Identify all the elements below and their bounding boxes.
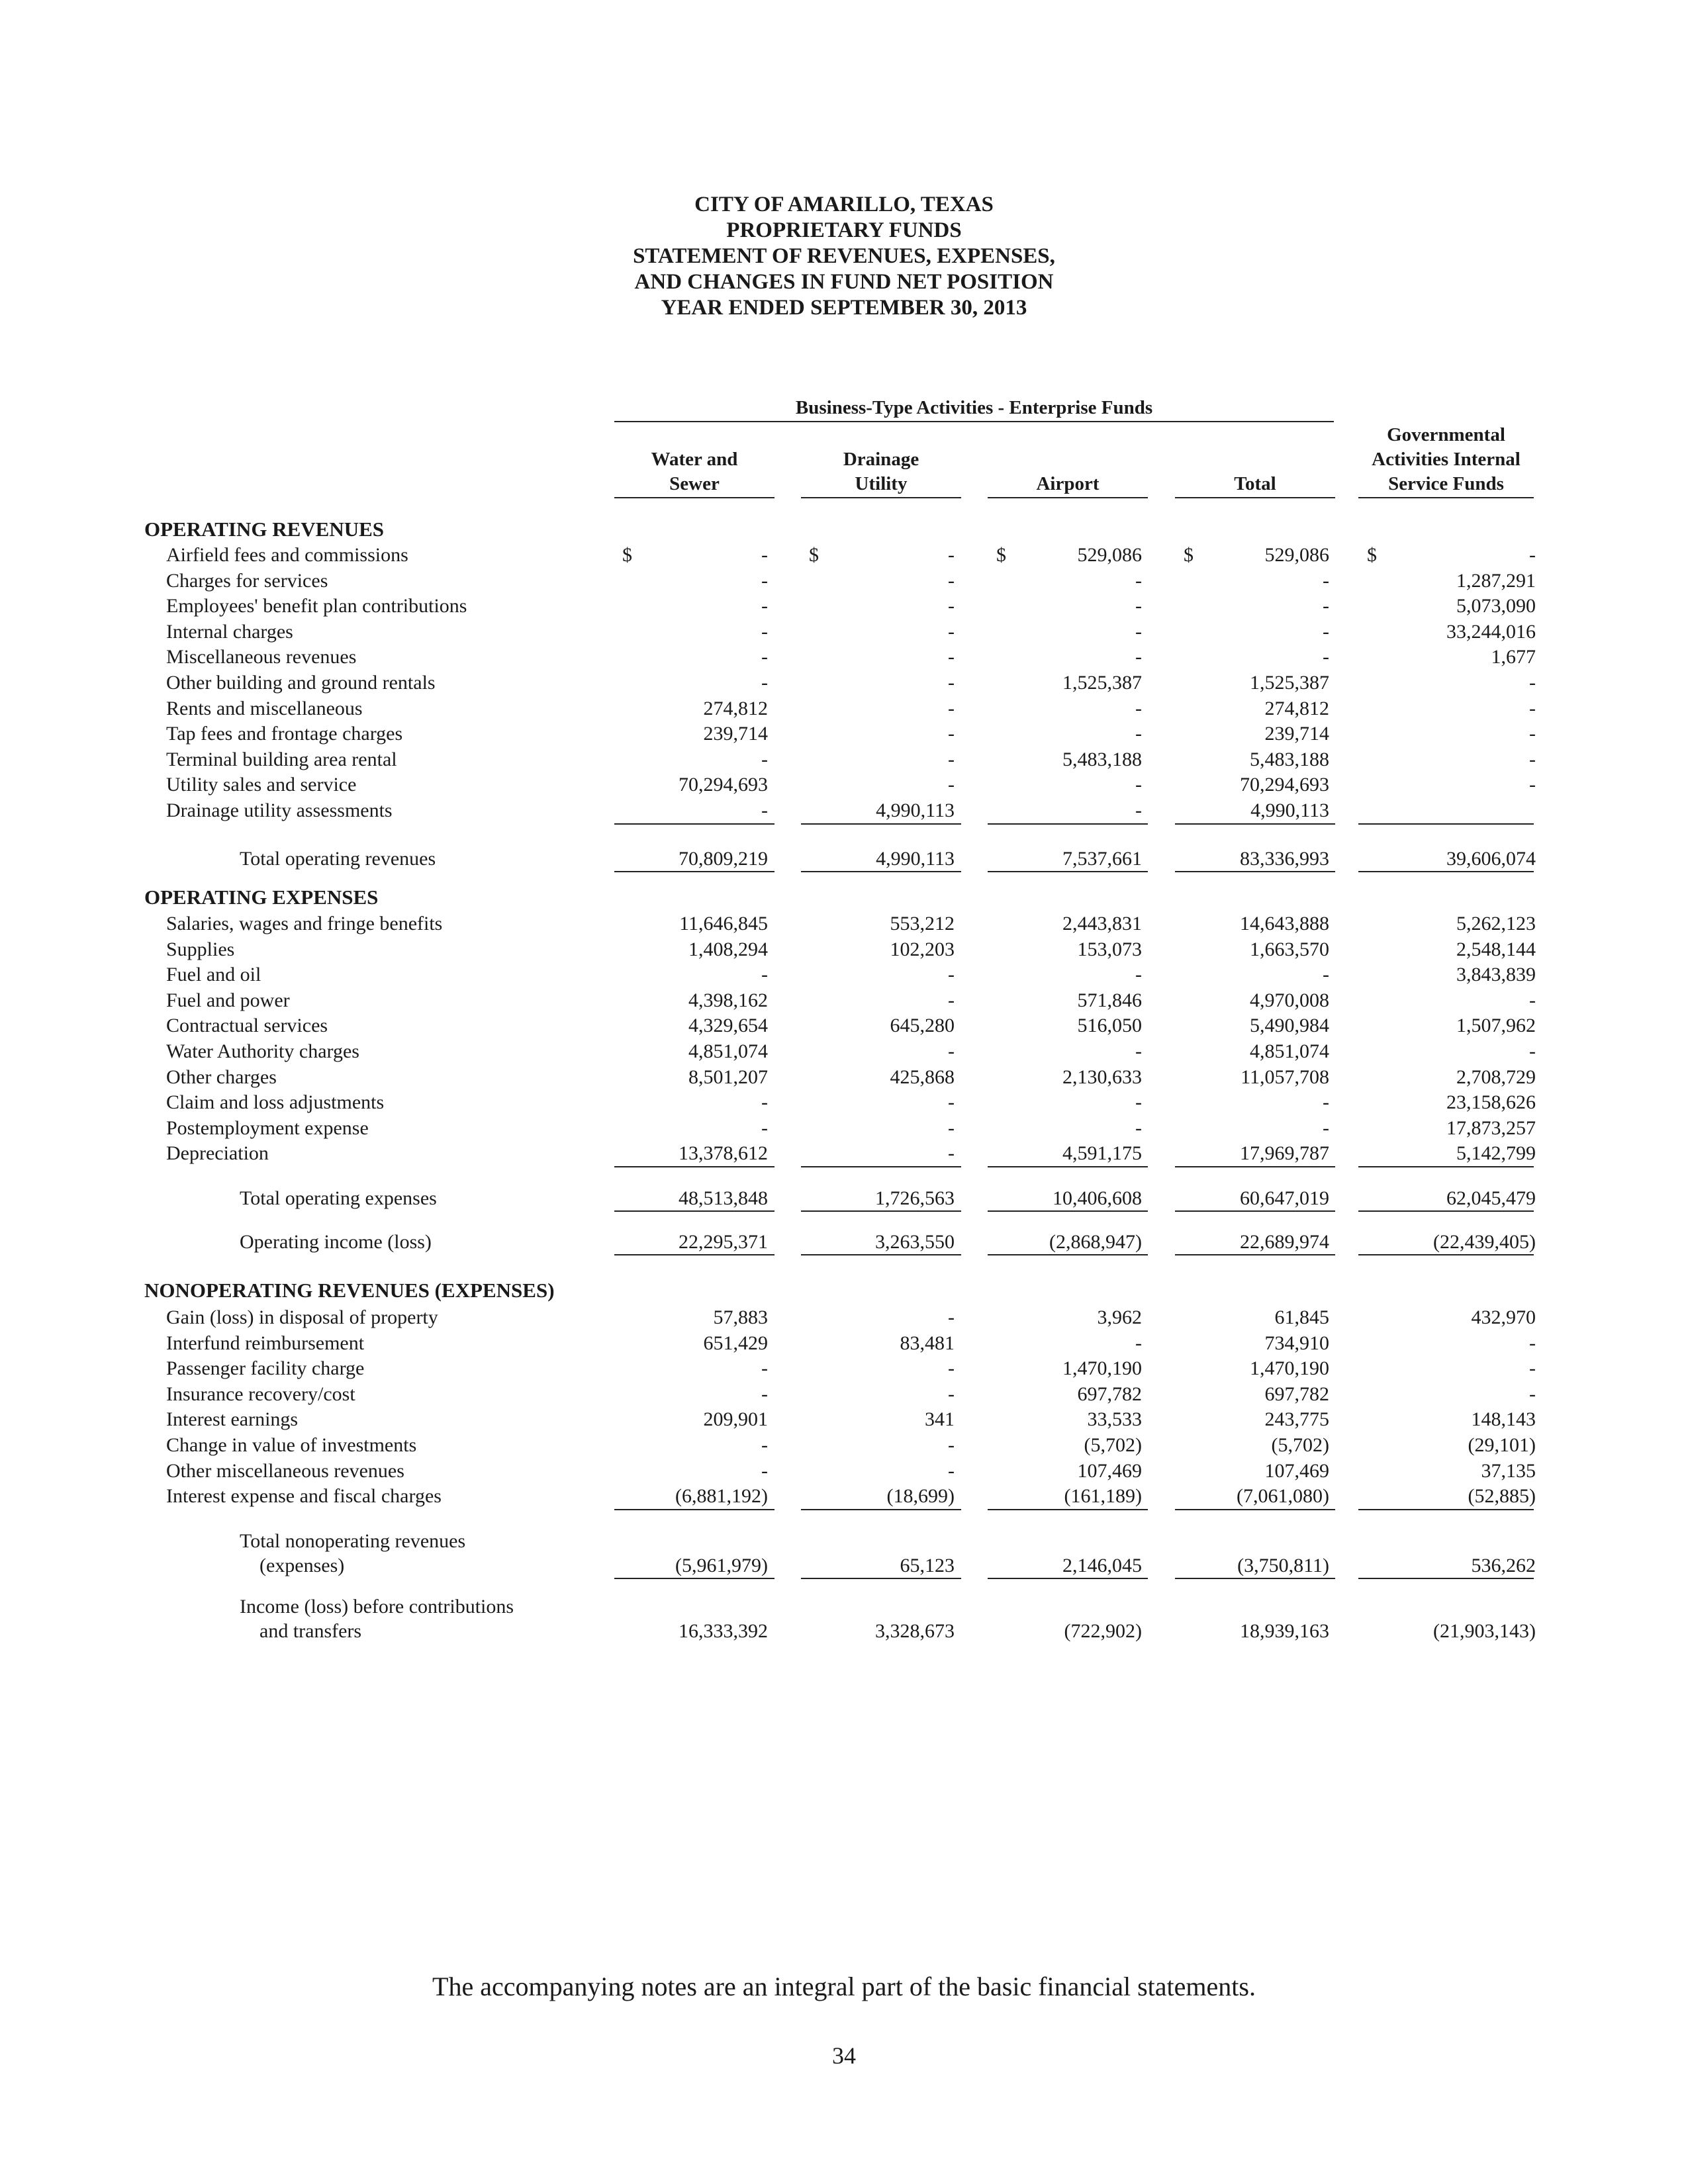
currency-symbol: $ — [996, 544, 1006, 566]
line-item-label: Miscellaneous revenues — [166, 646, 357, 668]
total-underline — [1175, 1210, 1335, 1212]
title-line-fund-type: PROPRIETARY FUNDS — [726, 218, 962, 242]
line-item-value: - — [1323, 646, 1329, 668]
line-item-value: - — [1529, 544, 1536, 566]
total-underline — [1358, 1210, 1534, 1212]
line-item-value: - — [1135, 799, 1142, 821]
total-underline — [614, 1578, 774, 1579]
line-item-value: - — [1529, 672, 1536, 694]
line-item-value: 148,143 — [1471, 1408, 1536, 1431]
subtotal-underline — [1175, 823, 1335, 825]
line-item-value: 651,429 — [703, 1332, 768, 1354]
line-item-value: 8,501,207 — [688, 1066, 768, 1088]
line-item-value: - — [761, 672, 768, 694]
line-item-value: 5,073,090 — [1456, 595, 1536, 617]
subtotal-underline — [1358, 1166, 1534, 1167]
line-item-value: - — [761, 964, 768, 986]
line-item-value: - — [761, 1091, 768, 1114]
line-item-value: 516,050 — [1077, 1015, 1142, 1037]
line-item-value: 11,646,845 — [679, 913, 768, 934]
line-item-value: 2,548,144 — [1456, 938, 1536, 960]
line-item-value: 1,287,291 — [1456, 569, 1536, 592]
currency-symbol: $ — [622, 544, 632, 566]
line-item-value: 4,990,113 — [1250, 799, 1329, 821]
line-item-label: Claim and loss adjustments — [166, 1091, 385, 1114]
line-item-label: Interest earnings — [166, 1408, 299, 1431]
title-line-period: YEAR ENDED SEPTEMBER 30, 2013 — [661, 296, 1027, 320]
line-item-label: Fuel and power — [166, 989, 290, 1011]
line-item-value: 1,470,190 — [1250, 1357, 1329, 1380]
line-item-label: Employees' benefit plan contributions — [166, 595, 467, 617]
total-value: 48,513,848 — [679, 1187, 768, 1209]
line-item-value: 5,262,123 — [1456, 913, 1536, 934]
line-item-value: 4,990,113 — [876, 799, 955, 821]
total-value: 62,045,479 — [1446, 1187, 1536, 1209]
line-item-value: 4,398,162 — [688, 989, 768, 1011]
column-header-gov-line3: Service Funds — [1388, 473, 1504, 494]
line-item-value: - — [948, 1306, 955, 1328]
total-label: Total operating expenses — [240, 1187, 437, 1209]
line-item-value: (18,699) — [886, 1485, 955, 1508]
line-item-value: - — [1529, 697, 1536, 719]
line-item-value: - — [948, 774, 955, 796]
line-item-value: - — [1529, 723, 1536, 745]
line-item-value: - — [1323, 964, 1329, 986]
line-item-value: 3,962 — [1097, 1306, 1142, 1328]
line-item-value: (5,702) — [1271, 1434, 1329, 1456]
section-heading: OPERATING REVENUES — [144, 518, 385, 541]
line-item-value: 13,378,612 — [679, 1142, 768, 1165]
income-before-transfers-value: 3,328,673 — [875, 1620, 955, 1642]
line-item-value: - — [1135, 697, 1142, 719]
group-header: Business-Type Activities - Enterprise Funds — [795, 397, 1153, 418]
line-item-value: 1,677 — [1491, 646, 1536, 668]
total-underline — [988, 871, 1148, 872]
line-item-value: (5,702) — [1084, 1434, 1142, 1456]
operating-income-value: 3,263,550 — [875, 1231, 955, 1253]
total-underline — [988, 1578, 1148, 1579]
line-item-value: 4,851,074 — [688, 1040, 768, 1062]
line-item-value: - — [948, 672, 955, 694]
line-item-value: 4,591,175 — [1062, 1142, 1142, 1165]
line-item-value: 734,910 — [1264, 1332, 1329, 1354]
section-heading: OPERATING EXPENSES — [144, 886, 379, 909]
total-value: 1,726,563 — [875, 1187, 955, 1209]
line-item-value: 571,846 — [1077, 989, 1142, 1011]
line-item-value: - — [948, 620, 955, 643]
line-item-value: - — [1135, 569, 1142, 592]
column-rule-drainage — [801, 497, 961, 498]
column-header-governmental — [1358, 423, 1534, 496]
line-item-value: - — [761, 620, 768, 643]
total-value: (5,961,979) — [675, 1555, 768, 1576]
line-item-value: - — [948, 1091, 955, 1114]
subtotal-label: Income (loss) before contributions — [240, 1596, 514, 1617]
column-rule-governmental — [1358, 497, 1534, 498]
line-item-value: 153,073 — [1077, 938, 1142, 960]
line-item-value: 697,782 — [1264, 1383, 1329, 1405]
line-item-value: - — [948, 748, 955, 770]
line-item-value: - — [1135, 646, 1142, 668]
subtotal-underline — [1175, 1509, 1335, 1510]
subtotal-label-cont: and transfers — [259, 1620, 362, 1642]
column-header-water-line2: Sewer — [669, 473, 720, 494]
column-header-airport: Airport — [1036, 473, 1100, 494]
currency-symbol: $ — [1367, 544, 1377, 566]
line-item-value: 1,470,190 — [1062, 1357, 1142, 1380]
line-item-value: 274,812 — [1264, 697, 1329, 719]
line-item-value: 61,845 — [1274, 1306, 1329, 1328]
line-item-value: - — [948, 1459, 955, 1482]
subtotal-underline — [988, 1166, 1148, 1167]
line-item-value: - — [761, 595, 768, 617]
line-item-value: - — [948, 1116, 955, 1139]
total-value: 4,990,113 — [876, 848, 955, 870]
subtotal-underline — [988, 1509, 1148, 1510]
line-item-label: Charges for services — [166, 569, 328, 592]
line-item-value: 1,525,387 — [1250, 672, 1329, 694]
subtotal-underline — [614, 1509, 774, 1510]
line-item-value: - — [1529, 1383, 1536, 1405]
line-item-value: - — [948, 1434, 955, 1456]
subtotal-underline — [1358, 823, 1534, 825]
line-item-label: Gain (loss) in disposal of property — [166, 1306, 438, 1328]
operating-income-value: 22,295,371 — [679, 1231, 768, 1253]
line-item-value: - — [948, 1040, 955, 1062]
subtotal-underline — [1175, 1166, 1335, 1167]
line-item-label: Terminal building area rental — [166, 748, 397, 770]
line-item-value: 5,490,984 — [1250, 1015, 1329, 1037]
line-item-value: 70,294,693 — [679, 774, 768, 796]
line-item-value: (52,885) — [1468, 1485, 1536, 1508]
line-item-value: 697,782 — [1077, 1383, 1142, 1405]
operating-income-value: (22,439,405) — [1433, 1231, 1536, 1253]
line-item-value: 17,969,787 — [1240, 1142, 1329, 1165]
line-item-value: 4,970,008 — [1250, 989, 1329, 1011]
line-item-value: 2,708,729 — [1456, 1066, 1536, 1088]
subtotal-underline — [1358, 1509, 1534, 1510]
line-item-value: 83,481 — [900, 1332, 955, 1354]
line-item-value: - — [1529, 1040, 1536, 1062]
subtotal-underline — [614, 823, 774, 825]
total-value: 60,647,019 — [1240, 1187, 1329, 1209]
line-item-value: - — [1135, 964, 1142, 986]
line-item-value: - — [1135, 774, 1142, 796]
line-item-value: - — [761, 1116, 768, 1139]
line-item-value: 1,525,387 — [1062, 672, 1142, 694]
total-underline — [1175, 1578, 1335, 1579]
line-item-value: 2,443,831 — [1062, 913, 1142, 934]
line-item-label: Interest expense and fiscal charges — [166, 1485, 442, 1508]
line-item-value: - — [1135, 1091, 1142, 1114]
line-item-value: - — [1323, 620, 1329, 643]
line-item-value: - — [1529, 1332, 1536, 1354]
line-item-value: - — [1529, 1357, 1536, 1380]
line-item-label: Rents and miscellaneous — [166, 697, 363, 719]
line-item-value: 3,843,839 — [1456, 964, 1536, 986]
line-item-value: 274,812 — [703, 697, 768, 719]
line-item-value: - — [948, 1357, 955, 1380]
line-item-value: 5,483,188 — [1062, 748, 1142, 770]
footnote: The accompanying notes are an integral part of the basic financial statements. — [432, 1972, 1256, 2001]
subtotal-underline — [801, 823, 961, 825]
line-item-label: Depreciation — [166, 1142, 269, 1165]
total-underline — [1358, 871, 1534, 872]
line-item-value: - — [1135, 1116, 1142, 1139]
total-underline — [801, 1578, 961, 1579]
column-header-drainage — [801, 447, 961, 496]
total-underline — [1358, 1578, 1534, 1579]
line-item-value: - — [1323, 595, 1329, 617]
line-item-value: 529,086 — [1077, 544, 1142, 566]
line-item-value: 14,643,888 — [1240, 913, 1329, 934]
page-number: 34 — [832, 2042, 856, 2069]
operating-income-underline — [1175, 1254, 1335, 1255]
line-item-label: Supplies — [166, 938, 235, 960]
line-item-value: - — [948, 723, 955, 745]
line-item-value: 2,130,633 — [1062, 1066, 1142, 1088]
line-item-value: 239,714 — [1264, 723, 1329, 745]
line-item-label: Insurance recovery/cost — [166, 1383, 355, 1405]
total-underline — [801, 871, 961, 872]
line-item-label: Internal charges — [166, 620, 293, 643]
line-item-value: - — [1529, 989, 1536, 1011]
line-item-value: 37,135 — [1481, 1459, 1536, 1482]
total-underline — [801, 1210, 961, 1212]
column-header-drainage-line1: Drainage — [843, 449, 919, 470]
line-item-value: 5,142,799 — [1456, 1142, 1536, 1165]
operating-income-underline — [988, 1254, 1148, 1255]
line-item-label: Utility sales and service — [166, 774, 357, 796]
subtotal-underline — [801, 1166, 961, 1167]
operating-income-underline — [801, 1254, 961, 1255]
column-header-water-sewer — [614, 447, 774, 496]
line-item-value: - — [761, 1434, 768, 1456]
line-item-value: - — [1135, 1040, 1142, 1062]
line-item-value: 11,057,708 — [1241, 1066, 1329, 1088]
line-item-value: 4,329,654 — [688, 1015, 768, 1037]
income-before-transfers-value: 18,939,163 — [1240, 1620, 1329, 1642]
line-item-value: 33,533 — [1087, 1408, 1142, 1431]
line-item-value: - — [948, 1383, 955, 1405]
line-item-value: - — [1323, 1091, 1329, 1114]
operating-income-underline — [614, 1254, 774, 1255]
line-item-value: - — [1323, 1116, 1329, 1139]
line-item-value: - — [948, 697, 955, 719]
line-item-value: 5,483,188 — [1250, 748, 1329, 770]
total-value: 536,262 — [1471, 1555, 1536, 1576]
line-item-value: 425,868 — [890, 1066, 955, 1088]
subtotal-underline — [988, 823, 1148, 825]
line-item-label: Water Authority charges — [166, 1040, 359, 1062]
line-item-value: 107,469 — [1077, 1459, 1142, 1482]
line-item-value: - — [761, 569, 768, 592]
total-underline — [614, 1210, 774, 1212]
total-value: 39,606,074 — [1446, 848, 1536, 870]
total-value: 10,406,608 — [1053, 1187, 1142, 1209]
total-value: 83,336,993 — [1240, 848, 1329, 870]
line-item-value: - — [948, 569, 955, 592]
income-before-transfers-value: (722,902) — [1064, 1620, 1142, 1642]
line-item-value: - — [1135, 1332, 1142, 1354]
subtotal-label: Operating income (loss) — [240, 1231, 432, 1253]
line-item-value: - — [761, 1357, 768, 1380]
line-item-value: 209,901 — [703, 1408, 768, 1431]
total-label-cont: (expenses) — [259, 1555, 345, 1576]
total-underline — [1175, 871, 1335, 872]
line-item-value: 107,469 — [1264, 1459, 1329, 1482]
total-value: 7,537,661 — [1062, 848, 1142, 870]
line-item-value: 1,507,962 — [1456, 1015, 1536, 1037]
line-item-value: - — [761, 1383, 768, 1405]
line-item-value: 102,203 — [890, 938, 955, 960]
line-item-label: Interfund reimbursement — [166, 1332, 365, 1354]
line-item-value: 33,244,016 — [1446, 620, 1536, 643]
line-item-value: - — [1135, 595, 1142, 617]
line-item-value: 243,775 — [1264, 1408, 1329, 1431]
column-header-gov-line2: Activities Internal — [1372, 449, 1521, 470]
line-item-value: 529,086 — [1264, 544, 1329, 566]
line-item-value: - — [761, 1459, 768, 1482]
line-item-value: 4,851,074 — [1250, 1040, 1329, 1062]
operating-income-value: 22,689,974 — [1240, 1231, 1329, 1253]
line-item-value: 17,873,257 — [1446, 1116, 1536, 1139]
subtotal-underline — [614, 1166, 774, 1167]
income-before-transfers-value: (21,903,143) — [1433, 1620, 1536, 1642]
line-item-value: (161,189) — [1064, 1485, 1142, 1508]
line-item-value: - — [1323, 569, 1329, 592]
currency-symbol: $ — [809, 544, 819, 566]
column-header-total: Total — [1234, 473, 1276, 494]
line-item-value: - — [948, 989, 955, 1011]
operating-income-underline — [1358, 1254, 1534, 1255]
income-before-transfers-value: 16,333,392 — [679, 1620, 768, 1642]
line-item-value: 70,294,693 — [1240, 774, 1329, 796]
title-line-statement: STATEMENT OF REVENUES, EXPENSES, — [633, 244, 1055, 268]
total-underline — [988, 1210, 1148, 1212]
line-item-label: Other miscellaneous revenues — [166, 1459, 404, 1482]
line-item-value: - — [948, 544, 955, 566]
line-item-value: - — [948, 964, 955, 986]
total-underline — [614, 871, 774, 872]
line-item-label: Passenger facility charge — [166, 1357, 365, 1380]
line-item-value: - — [1529, 774, 1536, 796]
currency-symbol: $ — [1184, 544, 1194, 566]
line-item-label: Other charges — [166, 1066, 277, 1088]
line-item-value: 239,714 — [703, 723, 768, 745]
total-label: Total operating revenues — [240, 848, 436, 870]
column-header-gov-line1: Governmental — [1387, 424, 1505, 445]
line-item-value: 432,970 — [1471, 1306, 1536, 1328]
line-item-value: (6,881,192) — [675, 1485, 768, 1508]
line-item-value: - — [948, 1142, 955, 1165]
line-item-value: 1,408,294 — [688, 938, 768, 960]
group-header-rule — [614, 421, 1334, 422]
line-item-value: 57,883 — [713, 1306, 768, 1328]
line-item-label: Postemployment expense — [166, 1116, 369, 1139]
line-item-value: - — [1529, 748, 1536, 770]
line-item-label: Fuel and oil — [166, 964, 261, 986]
column-rule-water — [614, 497, 774, 498]
line-item-label: Salaries, wages and fringe benefits — [166, 913, 443, 934]
line-item-value: 553,212 — [890, 913, 955, 934]
line-item-label: Contractual services — [166, 1015, 328, 1037]
line-item-value: 23,158,626 — [1446, 1091, 1536, 1114]
total-value: 70,809,219 — [679, 848, 768, 870]
line-item-value: (7,061,080) — [1237, 1485, 1329, 1508]
line-item-value: - — [761, 799, 768, 821]
subtotal-underline — [801, 1509, 961, 1510]
total-value: 65,123 — [900, 1555, 955, 1576]
line-item-label: Change in value of investments — [166, 1434, 417, 1456]
statement-title — [0, 192, 1688, 321]
column-header-drainage-line2: Utility — [855, 473, 908, 494]
line-item-value: 1,663,570 — [1250, 938, 1329, 960]
total-label: Total nonoperating revenues — [240, 1530, 466, 1552]
line-item-value: 341 — [925, 1408, 955, 1431]
line-item-value: - — [761, 748, 768, 770]
line-item-label: Drainage utility assessments — [166, 799, 393, 821]
line-item-value: - — [1135, 723, 1142, 745]
line-item-label: Other building and ground rentals — [166, 672, 436, 694]
title-line-entity: CITY OF AMARILLO, TEXAS — [694, 193, 994, 216]
column-header-water-line1: Water and — [651, 449, 738, 470]
section-heading: NONOPERATING REVENUES (EXPENSES) — [144, 1279, 555, 1302]
line-item-value: - — [761, 646, 768, 668]
line-item-value: - — [761, 544, 768, 566]
line-item-value: (29,101) — [1468, 1434, 1536, 1456]
total-value: 2,146,045 — [1062, 1555, 1142, 1576]
line-item-value: - — [1135, 620, 1142, 643]
line-item-value: - — [948, 595, 955, 617]
line-item-value: 645,280 — [890, 1015, 955, 1037]
column-rule-airport — [988, 497, 1148, 498]
operating-income-value: (2,868,947) — [1049, 1231, 1142, 1253]
line-item-value: - — [948, 646, 955, 668]
total-value: (3,750,811) — [1237, 1555, 1329, 1576]
column-rule-total — [1175, 497, 1335, 498]
title-line-statement-cont: AND CHANGES IN FUND NET POSITION — [634, 270, 1054, 294]
line-item-label: Airfield fees and commissions — [166, 544, 408, 566]
line-item-label: Tap fees and frontage charges — [166, 723, 403, 745]
